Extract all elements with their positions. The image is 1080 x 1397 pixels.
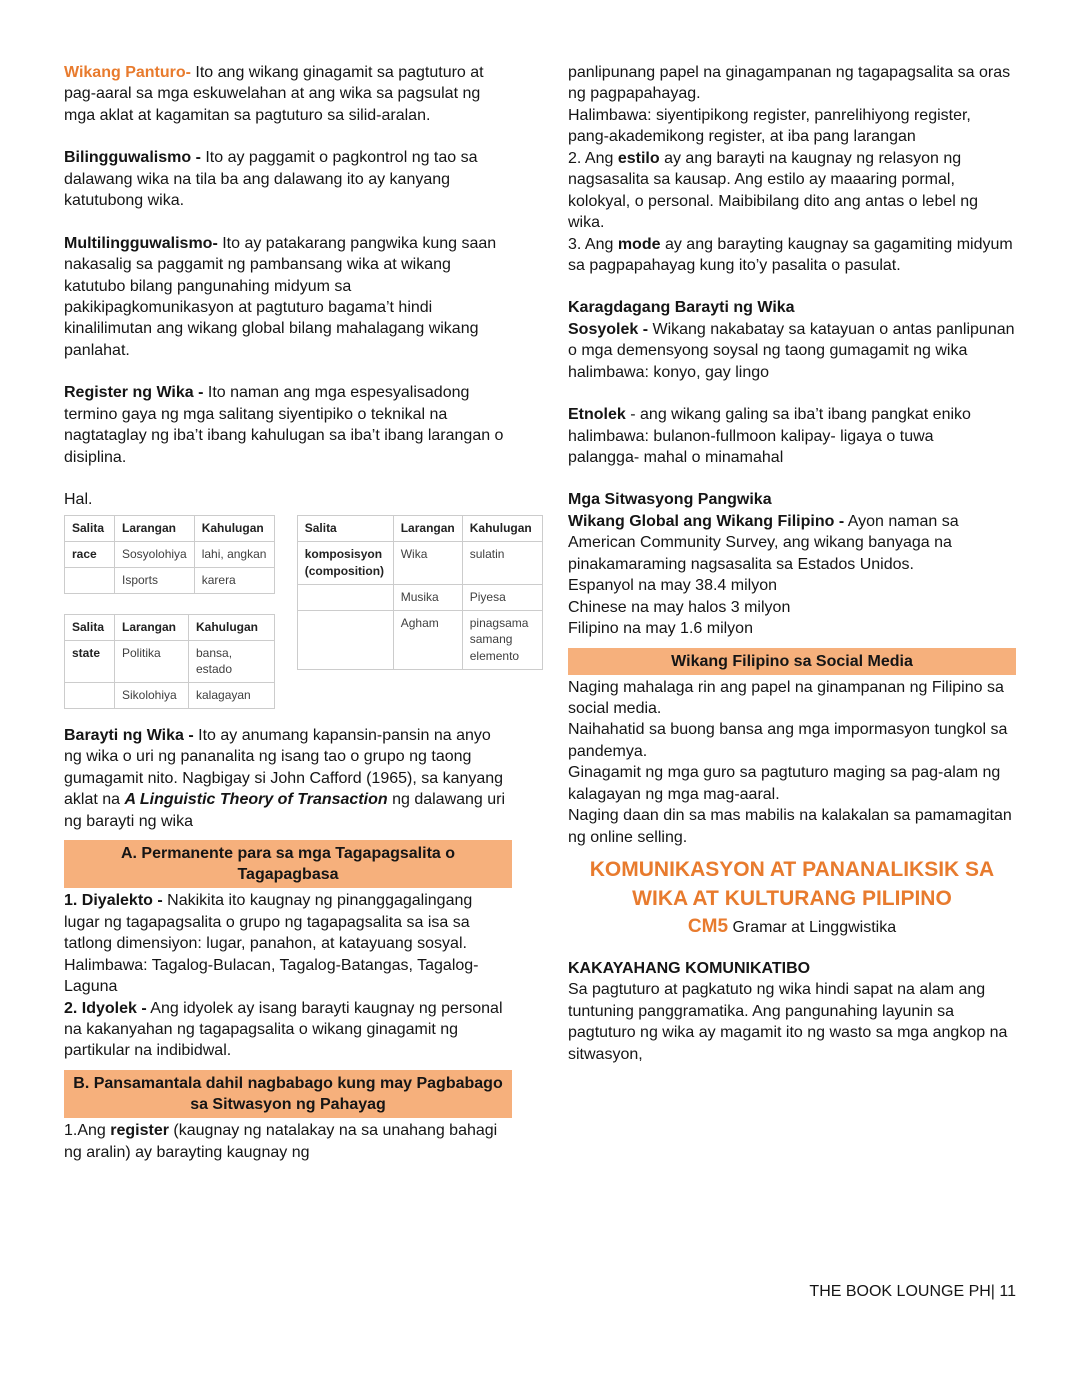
table-cell [297,584,393,610]
heading-pansamantala-banner: B. Pansamantala dahil nagbabago kung may Pagbabago sa Sitwasyon ng Pahayag [64,1070,512,1118]
paragraph-kakayahan-body: Sa pagtuturo at pagkatuto ng wika hindi sapat na alam ang tuntuning panggramatika. Ang pangunahing layunin sa pagtuturo ng wika ay magamit ito ng wasto sa mga angkop na sitwasyon, [568,981,1008,1063]
paragraph-diyalekto [64,890,512,954]
paragraph-etnolek-halimbawa: halimbawa: bulanon-fullmoon kalipay- ligaya o tuwa [568,427,934,445]
paragraph-text: ng dalawang uri ng barayti ng wika [64,791,506,830]
paragraph-bilingguwalismo [64,147,512,211]
paragraph-etnolek-halimbawa2: palangga- mahal o minamahal [568,449,784,466]
register-table-komposisyon [297,515,543,670]
term-estilo: estilo [617,149,660,167]
table-cell: race [65,542,115,568]
table-cell: pinagsama samang elemento [462,610,542,669]
table-cell: Agham [393,610,462,669]
paragraph-text: Wikang nakabatay sa katayuan o antas panlipunan o mga demensyong soysal ng taong gumagamit ng wika [568,320,1015,360]
stat-espanyol: Espanyol na may 38.4 milyon [568,577,777,595]
term-idyolek: 2. Idyolek - [64,999,147,1017]
paragraph-sosyolek-halimbawa: halimbawa: konyo, gay lingo [568,363,770,381]
table-header-cell: Larangan [393,516,462,542]
stat-filipino: Filipino na may 1.6 milyon [568,620,753,638]
table-row [65,542,275,568]
table-header-cell: Kahulugan [462,516,542,542]
left-tables-stack [64,515,275,709]
paragraph-social-4: Naging daan din sa mas mabilis na kalakalan sa pamamagitan ng online selling. [568,807,1012,846]
term-register-ng-wika: Register ng Wika - [64,384,204,402]
course-subtitle: Gramar at Linggwistika [728,919,897,937]
table-header-row [65,516,275,542]
table-row [65,568,275,594]
term-wikang-global: Wikang Global ang Wikang Filipino - [568,512,845,530]
paragraph-text: Ito naman ang mga espesyalisadong termino gaya ng mga salitang siyentipiko o teknikal na nagtataglay ng iba’t ibang kahulugan sa iba’t ibang larangan o disiplina. [64,384,504,466]
term-multilingguwalismo: Multilingguwalismo- [64,234,218,252]
term-diyalekto: 1. Diyalekto - [64,892,163,910]
heading-social-media-banner: Wikang Filipino sa Social Media [568,648,1016,675]
table-header-row [65,614,275,640]
table-header-cell: Salita [65,614,115,640]
paragraph-text: 3. Ang [568,235,618,253]
register-table-state [64,614,275,709]
paragraph-social-1: Naging mahalaga rin ang papel na ginampanan ng Filipino sa social media. [568,678,1004,718]
term-sosyolek: Sosyolek - [568,320,649,338]
table-cell: Politika [115,640,189,683]
paragraph-text: Ang idyolek ay isang barayti kaugnay ng personal na kakanyahan ng tagapagsalita o wikang ginagamit ng partikular na indibidwal. [64,999,503,1060]
table-cell: bansa, estado [189,640,275,683]
paragraph-halimbawa-tagalog: Halimbawa: Tagalog-Bulacan, Tagalog-Batangas, Tagalog-Laguna [64,956,479,996]
table-header-cell: Larangan [115,516,195,542]
paragraph-text: Ito ay patakarang pangwika kung saan nakasalig sa paggamit ng pambansang wika at wikang katutubo bilang pangunahing midyum sa pakikipagkomunikasyon at pagtuturo bagama’t hindi kinalilimutan ang wikang global bilang mahalagang wikang panlahat. [64,234,497,359]
table-cell: state [65,640,115,683]
paragraph-idyolek [64,998,512,1062]
paragraph-barayti-ng-wika [64,725,512,832]
table-row [297,584,542,610]
book-title: A Linguistic Theory of Transaction [124,791,388,809]
paragraph-wikang-global [568,511,1016,575]
table-cell: Sikolohiya [115,683,189,709]
table-row [65,683,275,709]
paragraph-register-barayti [64,1120,512,1163]
paragraph-halimbawa-registers: Halimbawa: siyentipikong register, panrelihiyong register, pang-akademikong register, at iba pang larangan [568,106,971,146]
paragraph-etnolek [568,404,1016,425]
paragraph-wikang-panturo [64,62,512,126]
table-cell: komposisyon (composition) [297,542,393,585]
paragraph-continuation: panlipunang papel na ginagampanan ng tagapagsalita sa oras ng pagpapahayag. [568,64,1011,103]
paragraph-estilo [568,148,1016,234]
paragraph-social-3: Ginagamit ng mga guro sa pagtuturo maging sa pag-alam ng kalagayan ng mga mag-aaral. [568,764,1001,803]
term-mode: mode [617,235,661,253]
table-cell [65,683,115,709]
table-cell: sulatin [462,542,542,585]
page-footer: THE BOOK LOUNGE PH| 11 [809,1283,1016,1300]
register-example-tables [64,515,532,709]
example-label: Hal. [64,491,93,508]
course-code: CM5 [687,916,729,938]
term-etnolek: Etnolek [568,406,626,424]
table-cell: karera [194,568,274,594]
table-header-row [297,516,542,542]
heading-karagdagang-barayti: Karagdagang Barayti ng Wika [568,299,795,317]
table-cell [65,568,115,594]
paragraph-text: Ito ang wikang ginagamit sa pagtuturo at pag-aaral sa mga eskuwelahan at ang wika sa pagsulat ng mga aklat at kagamitan sa pagtuturo sa silid-aralan. [64,64,484,124]
paragraph-text: 1.Ang [64,1122,111,1140]
table-header-cell: Salita [65,516,115,542]
heading-sitwasyong-pangwika: Mga Sitwasyong Pangwika [568,491,772,509]
left-column [64,62,532,1163]
register-table-race [64,515,275,593]
table-cell [297,610,393,669]
paragraph-mode [568,234,1016,277]
paragraph-text: ay ang barayting kaugnay sa gagamiting midyum sa pagpapahayag kung ito’y pasalita o pasulat. [568,235,1013,274]
table-cell: Sosyolohiya [115,542,195,568]
paragraph-text: - ang wikang galing sa iba’t ibang pangkat eniko [625,406,971,424]
stat-chinese: Chinese na may halos 3 milyon [568,598,791,616]
table-cell: kalagayan [189,683,275,709]
paragraph-multilingguwalismo [64,233,512,362]
table-header-cell: Salita [297,516,393,542]
table-row [297,610,542,669]
table-row [65,640,275,683]
paragraph-text: Ayon naman sa American Community Survey, ang wikang banyaga na pinakamaraming nagsasalita sa Estados Unidos. [568,512,959,573]
two-column-layout [64,62,1016,1163]
term-register: register [110,1122,169,1140]
paragraph-register-ng-wika [64,382,512,468]
paragraph-text: 2. Ang [568,149,618,167]
paragraph-social-2: Naihahatid sa buong bansa ang mga impormasyon tungkol sa pandemya. [568,721,1008,760]
paragraph-text: Nakikita ito kaugnay ng pinanggagalingang lugar ng tagapagsalita o grupo ng tagapagsalita sa isa sa tatlong dimensiyon: lugar, panahon, at katayuang sosyal. [64,892,473,953]
paragraph-text: ay ang barayti na kaugnay ng relasyon ng nagsasalita sa kausap. Ang estilo ay maaaring pormal, kolokyal, o personal. Maibibilang dito ang antas o lebel ng wika. [568,149,979,232]
paragraph-text: Ito ay anumang kapansin-pansin na anyo ng wika o uri ng pananalita ng isang tao o grupo ng taong gumagamit nito. Nagbigay si John Cafford (1965), sa kanyang aklat na [64,727,504,809]
heading-kakayahang-komunikatibo: KAKAYAHANG KOMUNIKATIBO [568,960,811,978]
table-cell: Piyesa [462,584,542,610]
table-cell: lahi, angkan [194,542,274,568]
term-bilingguwalismo: Bilingguwalismo - [64,149,201,167]
paragraph-sosyolek [568,319,1016,362]
table-header-cell: Kahulugan [189,614,275,640]
course-line [568,916,1016,938]
paragraph-text: (kaugnay ng natalakay na sa unahang bahagi ng aralin) ay barayting kaugnay ng [64,1122,498,1161]
right-column [568,62,1016,1163]
term-barayti-ng-wika: Barayti ng Wika - [64,727,194,745]
table-cell: Wika [393,542,462,585]
heading-permanente-banner: A. Permanente para sa mga Tagapagsalita o Tagapagbasa [64,840,512,888]
table-cell: Isports [115,568,195,594]
paragraph-text: Ito ay paggamit o pagkontrol ng tao sa dalawang wika na tila ba ang dalawang ito ay kanyang katutubong wika. [64,149,478,210]
table-cell: Musika [393,584,462,610]
term-wikang-panturo: Wikang Panturo- [64,64,191,81]
section-title-komunikasyon: KOMUNIKASYON AT PANANALIKSIK SA WIKA AT KULTURANG PILIPINO [589,858,995,911]
table-header-cell: Kahulugan [194,516,274,542]
table-header-cell: Larangan [115,614,189,640]
table-row [297,542,542,585]
